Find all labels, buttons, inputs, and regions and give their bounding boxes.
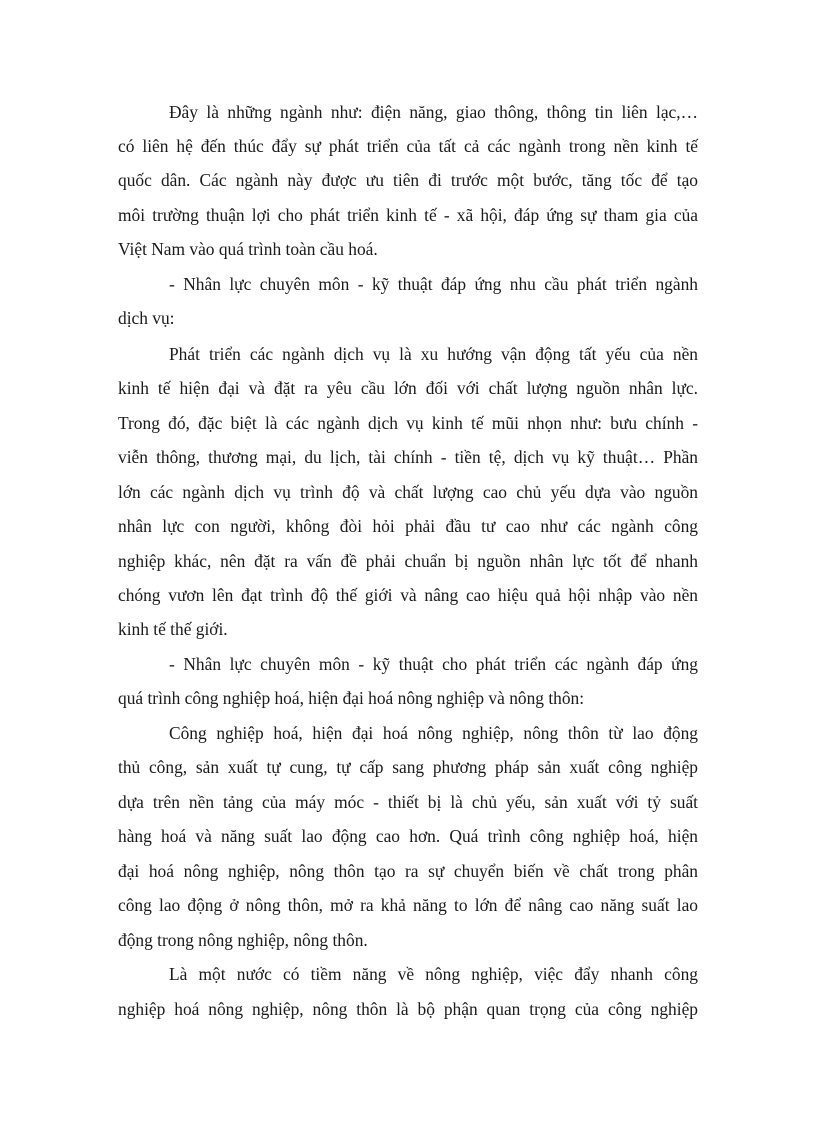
text-line-2: có liên hệ đến thúc đẩy sự phát triển của tất cả các ngành trong nền kinh tế: [118, 136, 698, 156]
text-line-20: thủ công, sản xuất tự cung, tự cấp sang phương pháp sản xuất công nghiệp: [118, 757, 698, 777]
text-line-10: Trong đó, đặc biệt là các ngành dịch vụ kinh tế mũi nhọn như: bưu chính -: [118, 413, 698, 433]
text-line-14: nghiệp khác, nên đặt ra vấn đề phải chuẩn bị nguồn nhân lực tốt để nhanh: [118, 551, 698, 571]
text-line-7: dịch vụ:: [118, 308, 175, 328]
text-line-4: môi trường thuận lợi cho phát triển kinh tế - xã hội, đáp ứng sự tham gia của: [118, 205, 698, 225]
text-line-19: Công nghiệp hoá, hiện đại hoá nông nghiệp, nông thôn từ lao động: [169, 723, 698, 743]
text-line-22: hàng hoá và năng suất lao động cao hơn. Quá trình công nghiệp hoá, hiện: [118, 826, 698, 846]
text-line-3: quốc dân. Các ngành này được ưu tiên đi trước một bước, tăng tốc để tạo: [118, 170, 698, 190]
text-line-26: Là một nước có tiềm năng về nông nghiệp, việc đẩy nhanh công: [169, 964, 698, 984]
text-line-6: - Nhân lực chuyên môn - kỹ thuật đáp ứng nhu cầu phát triển ngành: [169, 274, 698, 294]
text-line-1: Đây là những ngành như: điện năng, giao thông, thông tin liên lạc,…: [169, 102, 698, 122]
text-line-21: dựa trên nền tảng của máy móc - thiết bị là chủ yếu, sản xuất với tỷ suất: [118, 792, 698, 812]
text-line-12: lớn các ngành dịch vụ trình độ và chất lượng cao chủ yếu dựa vào nguồn: [118, 482, 698, 502]
text-line-8: Phát triển các ngành dịch vụ là xu hướng vận động tất yếu của nền: [169, 344, 698, 364]
text-line-24: công lao động ở nông thôn, mở ra khả năng to lớn để nâng cao năng suất lao: [118, 895, 698, 915]
text-line-9: kinh tế hiện đại và đặt ra yêu cầu lớn đối với chất lượng nguồn nhân lực.: [118, 378, 698, 398]
text-line-16: kinh tế thế giới.: [118, 619, 228, 639]
text-line-5: Việt Nam vào quá trình toàn cầu hoá.: [118, 239, 378, 259]
text-line-17: - Nhân lực chuyên môn - kỹ thuật cho phát triển các ngành đáp ứng: [169, 654, 698, 674]
text-line-27: nghiệp hoá nông nghiệp, nông thôn là bộ phận quan trọng của công nghiệp: [118, 999, 698, 1019]
text-line-23: đại hoá nông nghiệp, nông thôn tạo ra sự chuyển biến về chất trong phân: [118, 861, 698, 881]
text-line-18: quá trình công nghiệp hoá, hiện đại hoá nông nghiệp và nông thôn:: [118, 688, 585, 708]
text-line-25: động trong nông nghiệp, nông thôn.: [118, 930, 368, 950]
text-line-15: chóng vươn lên đạt trình độ thế giới và nâng cao hiệu quả hội nhập vào nền: [118, 585, 698, 605]
text-line-13: nhân lực con người, không đòi hỏi phải đầu tư cao như các ngành công: [118, 516, 698, 536]
text-line-11: viễn thông, thương mại, du lịch, tài chính - tiền tệ, dịch vụ kỹ thuật… Phần: [118, 447, 698, 467]
